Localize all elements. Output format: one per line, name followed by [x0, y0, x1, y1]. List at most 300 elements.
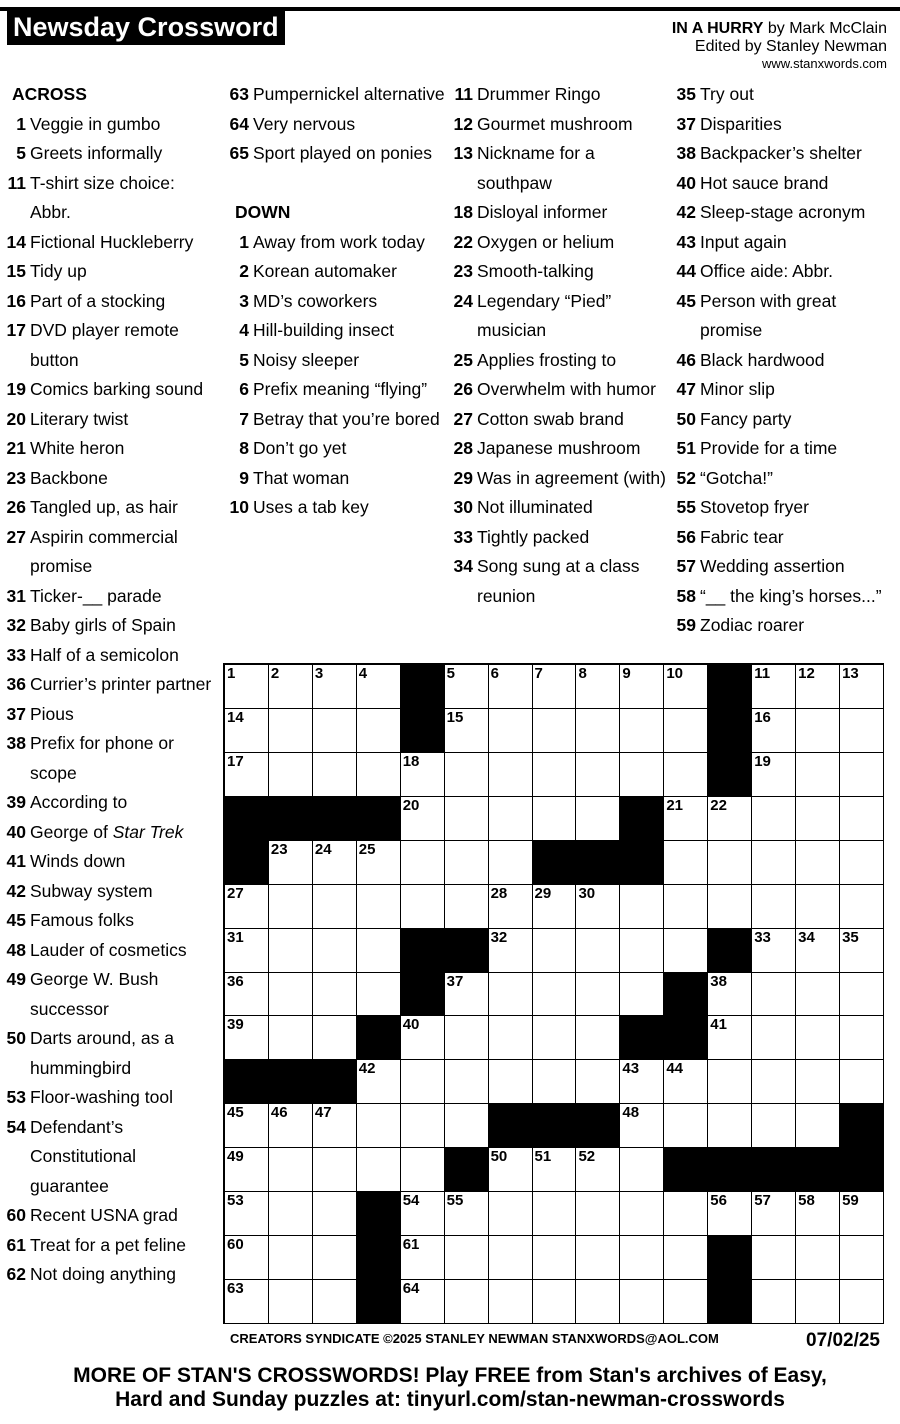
grid-cell[interactable]: [269, 1104, 313, 1148]
grid-cell[interactable]: [840, 709, 884, 753]
clue-item[interactable]: [4, 582, 219, 612]
clue-item[interactable]: [4, 1201, 219, 1231]
grid-cell[interactable]: [401, 885, 445, 929]
clue-text: Away from work today: [253, 231, 425, 252]
clue-item[interactable]: [4, 257, 219, 287]
clue-number: 27: [453, 408, 473, 429]
grid-cell[interactable]: [664, 1280, 708, 1324]
grid-cell[interactable]: [445, 1280, 489, 1324]
grid-cell[interactable]: [840, 885, 884, 929]
grid-cell[interactable]: [401, 841, 445, 885]
clue-item[interactable]: [4, 906, 219, 936]
grid-cell[interactable]: [752, 709, 796, 753]
grid-cell[interactable]: [796, 1016, 840, 1060]
grid-cell[interactable]: [489, 929, 533, 973]
clue-item[interactable]: [4, 1083, 219, 1113]
grid-cell[interactable]: [357, 665, 401, 709]
grid-cell[interactable]: [533, 1192, 577, 1236]
grid-cell[interactable]: [313, 885, 357, 929]
grid-cell[interactable]: [708, 973, 752, 1017]
clue-item[interactable]: [227, 228, 445, 258]
grid-cell[interactable]: [489, 753, 533, 797]
grid-cell[interactable]: [840, 1236, 884, 1280]
grid-cell[interactable]: [269, 1016, 313, 1060]
grid-cell[interactable]: [269, 1280, 313, 1324]
grid-cell[interactable]: [576, 1060, 620, 1104]
cell-number: 2: [270, 665, 280, 682]
grid-cell[interactable]: [445, 973, 489, 1017]
grid-cell[interactable]: [840, 797, 884, 841]
grid-cell[interactable]: [225, 665, 269, 709]
grid-cell[interactable]: [576, 797, 620, 841]
grid-cell[interactable]: [620, 885, 664, 929]
grid-block: [533, 1104, 577, 1148]
grid-cell[interactable]: [796, 929, 840, 973]
grid-cell[interactable]: [269, 709, 313, 753]
grid-cell[interactable]: [225, 973, 269, 1017]
grid-cell[interactable]: [445, 709, 489, 753]
grid-cell[interactable]: [796, 885, 840, 929]
crossword-grid[interactable]: [223, 663, 884, 1324]
grid-cell[interactable]: [401, 1236, 445, 1280]
grid-cell[interactable]: [620, 1236, 664, 1280]
clue-item[interactable]: [4, 877, 219, 907]
grid-cell[interactable]: [576, 973, 620, 1017]
grid-cell[interactable]: [225, 1016, 269, 1060]
grid-cell[interactable]: [401, 1192, 445, 1236]
grid-cell[interactable]: [664, 665, 708, 709]
grid-cell[interactable]: [313, 841, 357, 885]
clue-item[interactable]: [4, 110, 219, 140]
grid-cell[interactable]: [620, 929, 664, 973]
grid-cell[interactable]: [796, 1060, 840, 1104]
clue-item[interactable]: [4, 405, 219, 435]
clue-item[interactable]: [451, 405, 669, 435]
grid-cell[interactable]: [752, 797, 796, 841]
clue-item[interactable]: [451, 257, 669, 287]
grid-cell[interactable]: [313, 973, 357, 1017]
grid-cell[interactable]: [269, 929, 313, 973]
grid-cell[interactable]: [752, 1192, 796, 1236]
grid-cell[interactable]: [620, 1104, 664, 1148]
grid-cell[interactable]: [796, 973, 840, 1017]
grid-cell[interactable]: [445, 1236, 489, 1280]
grid-cell[interactable]: [225, 709, 269, 753]
clue-number: 56: [676, 526, 696, 547]
grid-cell[interactable]: [840, 665, 884, 709]
grid-cell[interactable]: [225, 1280, 269, 1324]
clue-item[interactable]: [674, 169, 896, 199]
grid-cell[interactable]: [620, 1280, 664, 1324]
grid-cell[interactable]: [445, 753, 489, 797]
grid-cell[interactable]: [313, 1192, 357, 1236]
grid-cell[interactable]: [752, 1104, 796, 1148]
clue-number: 12: [453, 113, 473, 134]
clue-text: Darts around, as a hummingbird: [30, 1028, 174, 1078]
cell-number: 12: [798, 665, 815, 682]
cell-number: 23: [270, 840, 288, 858]
grid-cell[interactable]: [225, 1236, 269, 1280]
grid-cell[interactable]: [401, 1060, 445, 1104]
grid-cell[interactable]: [533, 1280, 577, 1324]
grid-cell[interactable]: [796, 1192, 840, 1236]
clue-number: 1: [16, 113, 26, 134]
clue-text: Provide for a time: [700, 438, 838, 458]
grid-cell[interactable]: [664, 753, 708, 797]
clue-item[interactable]: [674, 405, 896, 435]
clue-item[interactable]: [4, 464, 219, 494]
grid-cell[interactable]: [708, 1060, 752, 1104]
grid-cell[interactable]: [576, 1192, 620, 1236]
clue-item[interactable]: [451, 346, 669, 376]
clue-item[interactable]: [4, 611, 219, 641]
clue-item[interactable]: [674, 464, 896, 494]
grid-cell[interactable]: [269, 885, 313, 929]
grid-cell[interactable]: [576, 1280, 620, 1324]
grid-cell[interactable]: [664, 1236, 708, 1280]
grid-cell[interactable]: [752, 885, 796, 929]
clue-item[interactable]: [227, 287, 445, 317]
grid-cell[interactable]: [357, 885, 401, 929]
grid-cell[interactable]: [225, 929, 269, 973]
grid-cell[interactable]: [664, 797, 708, 841]
grid-cell[interactable]: [313, 1148, 357, 1192]
grid-cell[interactable]: [225, 753, 269, 797]
grid-cell[interactable]: [225, 1104, 269, 1148]
clue-item[interactable]: [451, 493, 669, 523]
grid-cell[interactable]: [533, 709, 577, 753]
clue-number: 51: [676, 438, 696, 458]
grid-cell[interactable]: [533, 929, 577, 973]
grid-cell[interactable]: [401, 753, 445, 797]
grid-cell[interactable]: [708, 1104, 752, 1148]
grid-cell[interactable]: [840, 1060, 884, 1104]
clue-number: 46: [676, 349, 696, 370]
grid-cell[interactable]: [620, 709, 664, 753]
grid-cell[interactable]: [489, 1060, 533, 1104]
clue-number: 22: [453, 231, 473, 252]
grid-cell[interactable]: [357, 753, 401, 797]
grid-cell[interactable]: [269, 841, 313, 885]
grid-cell[interactable]: [225, 1192, 269, 1236]
grid-cell[interactable]: [489, 1016, 533, 1060]
clue-item[interactable]: [4, 936, 219, 966]
grid-cell[interactable]: [796, 709, 840, 753]
grid-cell[interactable]: [445, 797, 489, 841]
clue-item[interactable]: [4, 1024, 219, 1083]
grid-cell[interactable]: [401, 1148, 445, 1192]
clue-item[interactable]: [451, 464, 669, 494]
grid-cell[interactable]: [401, 1280, 445, 1324]
grid-cell[interactable]: [796, 665, 840, 709]
grid-cell[interactable]: [752, 1016, 796, 1060]
clue-item[interactable]: [4, 641, 219, 671]
clue-item[interactable]: [451, 198, 669, 228]
grid-cell[interactable]: [752, 929, 796, 973]
grid-cell[interactable]: [313, 753, 357, 797]
grid-cell[interactable]: [664, 1104, 708, 1148]
clue-item[interactable]: [4, 788, 219, 818]
grid-cell[interactable]: [620, 1060, 664, 1104]
grid-cell[interactable]: [752, 1236, 796, 1280]
clue-text: Disparities: [700, 113, 782, 134]
grid-cell[interactable]: [269, 973, 313, 1017]
grid-cell[interactable]: [489, 885, 533, 929]
cell-number: 51: [534, 1148, 552, 1166]
clue-item[interactable]: [4, 375, 219, 405]
grid-cell[interactable]: [489, 797, 533, 841]
clue-item[interactable]: [674, 346, 896, 376]
grid-cell[interactable]: [708, 797, 752, 841]
grid-cell[interactable]: [489, 1236, 533, 1280]
grid-cell[interactable]: [620, 1148, 664, 1192]
cell-number: 39: [227, 1016, 244, 1034]
grid-cell[interactable]: [401, 1016, 445, 1060]
grid-cell[interactable]: [489, 841, 533, 885]
clue-item[interactable]: [4, 1260, 219, 1290]
grid-cell[interactable]: [533, 665, 577, 709]
grid-cell[interactable]: [620, 665, 664, 709]
grid-cell[interactable]: [357, 1148, 401, 1192]
grid-cell[interactable]: [708, 841, 752, 885]
grid-cell[interactable]: [752, 753, 796, 797]
clue-item[interactable]: [4, 670, 219, 700]
grid-cell[interactable]: [533, 1148, 577, 1192]
grid-cell[interactable]: [445, 1016, 489, 1060]
clue-item[interactable]: [451, 287, 669, 346]
grid-cell[interactable]: [357, 1104, 401, 1148]
grid-cell[interactable]: [357, 973, 401, 1017]
clue-item[interactable]: [227, 346, 445, 376]
clue-item[interactable]: [451, 523, 669, 553]
clue-item[interactable]: [227, 316, 445, 346]
grid-cell[interactable]: [489, 665, 533, 709]
clue-number: 47: [676, 379, 696, 399]
grid-cell[interactable]: [533, 1016, 577, 1060]
clue-item[interactable]: [4, 965, 219, 1024]
clue-item[interactable]: [451, 110, 669, 140]
clue-number: 5: [16, 143, 26, 163]
grid-cell[interactable]: [840, 929, 884, 973]
grid-cell[interactable]: [664, 885, 708, 929]
grid-cell[interactable]: [269, 1192, 313, 1236]
clue-item[interactable]: [674, 287, 896, 346]
clue-number: 10: [229, 497, 249, 517]
grid-cell[interactable]: [401, 1104, 445, 1148]
clue-item[interactable]: [674, 257, 896, 287]
clue-item[interactable]: [227, 405, 445, 435]
clue-item[interactable]: [4, 287, 219, 317]
clue-item[interactable]: [4, 169, 219, 228]
clue-item[interactable]: [227, 257, 445, 287]
grid-cell[interactable]: [752, 1280, 796, 1324]
grid-cell[interactable]: [840, 1192, 884, 1236]
grid-block: [533, 841, 577, 885]
grid-cell[interactable]: [313, 1016, 357, 1060]
clue-item[interactable]: [451, 139, 669, 198]
cell-number: 48: [622, 1104, 640, 1122]
grid-cell[interactable]: [576, 929, 620, 973]
grid-cell[interactable]: [752, 973, 796, 1017]
grid-cell[interactable]: [840, 1280, 884, 1324]
grid-cell[interactable]: [796, 797, 840, 841]
clue-item[interactable]: [451, 228, 669, 258]
clue-number: 32: [6, 615, 26, 635]
clue-item[interactable]: [451, 552, 669, 611]
clue-item[interactable]: [4, 228, 219, 258]
grid-cell[interactable]: [796, 1280, 840, 1324]
grid-cell[interactable]: [401, 797, 445, 841]
clue-number: 21: [6, 438, 26, 458]
grid-cell[interactable]: [752, 665, 796, 709]
grid-cell[interactable]: [840, 1016, 884, 1060]
grid-cell[interactable]: [840, 841, 884, 885]
grid-cell[interactable]: [576, 1148, 620, 1192]
clue-item[interactable]: [4, 139, 219, 169]
clue-item[interactable]: [4, 493, 219, 523]
grid-cell[interactable]: [576, 885, 620, 929]
grid-cell[interactable]: [269, 1148, 313, 1192]
grid-cell[interactable]: [225, 1148, 269, 1192]
clue-item[interactable]: [674, 80, 896, 110]
clue-item[interactable]: [227, 493, 445, 523]
grid-cell[interactable]: [796, 1104, 840, 1148]
grid-cell[interactable]: [445, 1192, 489, 1236]
grid-block: [313, 797, 357, 841]
grid-cell[interactable]: [313, 1280, 357, 1324]
clue-item[interactable]: [4, 818, 219, 848]
grid-cell[interactable]: [533, 973, 577, 1017]
grid-cell[interactable]: [576, 665, 620, 709]
grid-cell[interactable]: [357, 1060, 401, 1104]
clue-item[interactable]: [4, 1113, 219, 1202]
clue-item[interactable]: [451, 80, 669, 110]
puzzle-date: 07/02/25: [806, 1330, 880, 1351]
clue-item[interactable]: [674, 434, 896, 464]
grid-cell[interactable]: [269, 753, 313, 797]
clue-item[interactable]: [674, 582, 896, 612]
grid-cell[interactable]: [708, 885, 752, 929]
clue-item[interactable]: [674, 139, 896, 169]
grid-cell[interactable]: [533, 797, 577, 841]
grid-cell[interactable]: [445, 885, 489, 929]
grid-cell[interactable]: [533, 1236, 577, 1280]
grid-cell[interactable]: [489, 1148, 533, 1192]
clue-item[interactable]: [674, 110, 896, 140]
grid-block: [840, 1148, 884, 1192]
clue-item[interactable]: [4, 316, 219, 375]
clue-item[interactable]: [674, 375, 896, 405]
clue-item[interactable]: [451, 434, 669, 464]
cell-number: 27: [227, 884, 244, 902]
clue-item[interactable]: [227, 110, 445, 140]
cell-number: 54: [402, 1192, 420, 1210]
grid-cell[interactable]: [489, 1280, 533, 1324]
grid-cell[interactable]: [313, 665, 357, 709]
clue-item[interactable]: [4, 1231, 219, 1261]
grid-cell[interactable]: [664, 1060, 708, 1104]
grid-cell[interactable]: [664, 929, 708, 973]
grid-cell[interactable]: [840, 973, 884, 1017]
grid-cell[interactable]: [313, 1236, 357, 1280]
clue-number: 65: [229, 143, 249, 163]
clue-item[interactable]: [227, 464, 445, 494]
grid-cell[interactable]: [533, 885, 577, 929]
grid-cell[interactable]: [225, 885, 269, 929]
grid-cell[interactable]: [664, 709, 708, 753]
grid-cell[interactable]: [752, 1060, 796, 1104]
clue-item[interactable]: [674, 493, 896, 523]
grid-cell[interactable]: [576, 1236, 620, 1280]
grid-cell[interactable]: [620, 1192, 664, 1236]
clue-item[interactable]: [4, 523, 219, 582]
clue-text: Cotton swab brand: [477, 408, 624, 429]
grid-cell[interactable]: [533, 1060, 577, 1104]
grid-cell[interactable]: [708, 1192, 752, 1236]
grid-cell[interactable]: [489, 709, 533, 753]
clue-item[interactable]: [227, 375, 445, 405]
grid-cell[interactable]: [620, 753, 664, 797]
grid-cell[interactable]: [357, 709, 401, 753]
clue-item[interactable]: [674, 611, 896, 641]
grid-cell[interactable]: [664, 841, 708, 885]
clue-text: “__ the king’s horses...”: [700, 585, 882, 606]
clue-item[interactable]: [227, 80, 445, 110]
grid-cell[interactable]: [269, 665, 313, 709]
clue-text: Drummer Ringo: [477, 84, 601, 104]
grid-cell[interactable]: [489, 973, 533, 1017]
grid-cell[interactable]: [533, 753, 577, 797]
grid-cell[interactable]: [357, 841, 401, 885]
grid-cell[interactable]: [357, 929, 401, 973]
grid-cell[interactable]: [445, 1104, 489, 1148]
clue-item[interactable]: [674, 523, 896, 553]
clue-item[interactable]: [451, 375, 669, 405]
grid-cell[interactable]: [445, 1060, 489, 1104]
clue-item[interactable]: [227, 434, 445, 464]
grid-cell[interactable]: [576, 709, 620, 753]
grid-cell[interactable]: [269, 1236, 313, 1280]
grid-cell[interactable]: [489, 1192, 533, 1236]
grid-cell[interactable]: [708, 1016, 752, 1060]
grid-cell[interactable]: [313, 1104, 357, 1148]
grid-cell[interactable]: [576, 753, 620, 797]
clue-item[interactable]: [674, 228, 896, 258]
clue-item[interactable]: [4, 434, 219, 464]
grid-cell[interactable]: [313, 929, 357, 973]
grid-cell[interactable]: [840, 753, 884, 797]
grid-cell[interactable]: [664, 1192, 708, 1236]
clue-number: 42: [6, 880, 26, 901]
clue-item[interactable]: [4, 729, 219, 788]
clue-item[interactable]: [4, 700, 219, 730]
clue-item[interactable]: [227, 139, 445, 169]
clue-item[interactable]: [674, 198, 896, 228]
grid-cell[interactable]: [576, 1016, 620, 1060]
clue-item[interactable]: [674, 552, 896, 582]
grid-cell[interactable]: [796, 1236, 840, 1280]
grid-cell[interactable]: [445, 841, 489, 885]
cell-number: 58: [798, 1192, 815, 1210]
clue-item[interactable]: [4, 847, 219, 877]
grid-cell[interactable]: [445, 665, 489, 709]
grid-cell[interactable]: [313, 709, 357, 753]
grid-cell[interactable]: [796, 753, 840, 797]
grid-cell[interactable]: [752, 841, 796, 885]
grid-block: [620, 1016, 664, 1060]
grid-cell[interactable]: [796, 841, 840, 885]
grid-cell[interactable]: [620, 973, 664, 1017]
